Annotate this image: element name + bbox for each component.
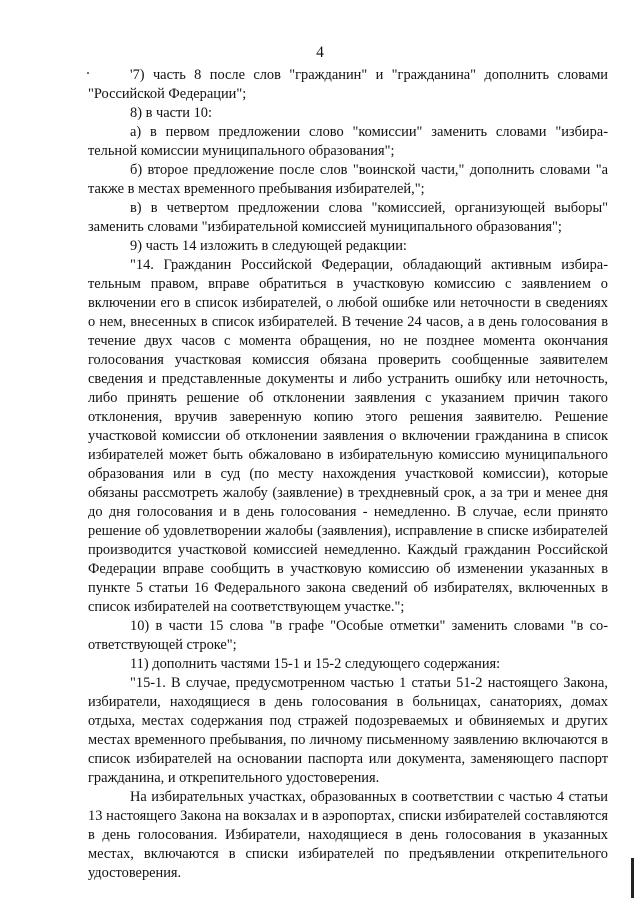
paragraph-item-8a: а) в первом предложении слово "комиссии" заменить словами "избирательной комиссии муниципального образования"; <box>88 124 608 159</box>
paragraph-item-8b: б) второе предложение после слов "воинской части," дополнить словами "а также в местах временного пребывания избирателей,"; <box>88 162 608 197</box>
paragraph-part-14-text: "14. Гражданин Российской Федерации, обладающий активным избирательным правом, вправе обратиться в участковую комиссию с заявлением о включении его в список избирателей, о любой ошибке или неточности в сведениях о нем, внесенных в список избирателей. В течение 24 часов, а в день голосования в течение двух часов с момента обращения, но не позднее момента окончания голосования участковая комиссия обязана проверить сообщенные заявителем сведения и представленные документы и либо устранить ошибку или неточность, либо принять решение об отклонении заявления с указанием причин такого отклонения, вручив заверенную копию этого решения заявителю. Решение участковой комиссии об отклонении заявления о включении гражданина в список избирателей может быть обжаловано в избирательную комиссию муниципального образования или в суд (по месту нахождения участковой комиссии), которые обязаны рассмотреть жалобу (заявление) в трехдневный срок, а за три и менее дня до дня голосования и в день голосования - немедленно. В случае, если принято решение об удовлетворении жалобы (заявления), исправление в списке избирателей производится участковой комиссией немедленно. Каждый гражданин Российской Федерации вправе сообщить в участковую комиссию об изменении указанных в пункте 5 статьи 16 Федерального закона сведений об избирателях, включенных в список избирателей на соответствующем участке."; <box>88 257 608 615</box>
paragraph-item-7: '7) часть 8 после слов "гражданин" и "гражданина" дополнить словами "Российской Федерации"; <box>88 67 608 102</box>
paragraph-item-10: 10) в части 15 слова "в графе "Особые отметки" заменить словами "в соответствующей строке"; <box>88 618 608 653</box>
paragraph-item-8: 8) в части 10: <box>130 105 212 121</box>
paragraph-item-9: 9) часть 14 изложить в следующей редакции: <box>130 238 407 254</box>
paragraph-polling-stations: На избирательных участках, образованных в соответствии с частью 4 статьи 13 настоящего Закона на вокзалах и в аэропортах, списки избирателей составляются в день голосования. Избиратели, находящиеся в день голосования в указанных местах, включаются в списки избирателей по предъявлении открепительного удостоверения. <box>88 789 608 881</box>
paragraph-item-8c: в) в четвертом предложении слова "комиссией, организующей выборы" заменить словами "избирательной комиссией муниципального образования"; <box>88 200 608 235</box>
page-number: 4 <box>316 44 324 61</box>
document-body <box>88 66 608 883</box>
scan-edge-mark <box>631 858 634 898</box>
paragraph-part-15-1-text: "15-1. В случае, предусмотренном частью 1 статьи 51-2 настоящего Закона, избиратели, находящиеся в день голосования в больницах, санаториях, домах отдыха, местах содержания под стражей подозреваемых и обвиняемых и других местах временного пребывания, по личному письменному заявлению включаются в список избирателей на основании паспорта или документа, заменяющего паспорт гражданина, и открепительного удостоверения. <box>88 675 608 786</box>
paragraph-item-11: 11) дополнить частями 15-1 и 15-2 следующего содержания: <box>130 656 501 672</box>
